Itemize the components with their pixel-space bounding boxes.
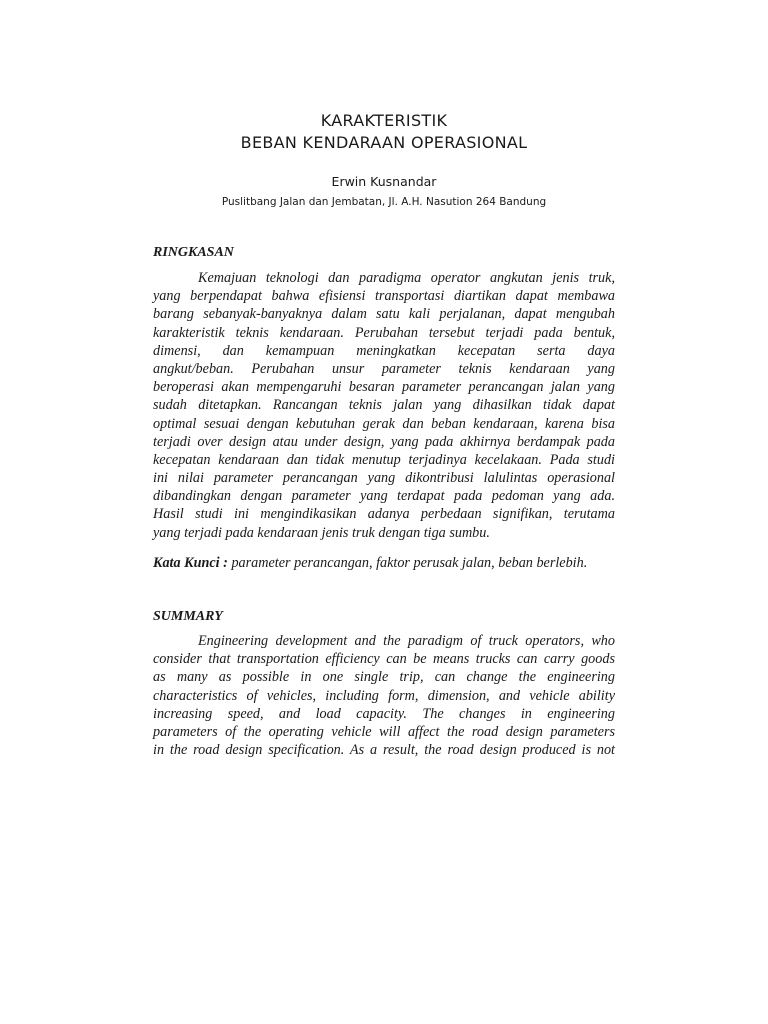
ringkasan-line: karakteristik teknis kendaraan. Perubahan tersebut terjadi pada bentuk, [153,324,615,341]
summary-paragraph [153,632,615,759]
author-affiliation: Puslitbang Jalan dan Jembatan, Jl. A.H. Nasution 264 Bandung [221,196,547,208]
summary-line: Engineering development and the paradigm of truck operators, who [198,633,615,649]
summary-line: characteristics of vehicles, including form, dimension, and vehicle ability [153,687,615,704]
ringkasan-line: yang berpendapat bahwa efisiensi transportasi diartikan dapat membawa [153,288,615,305]
keywords-text: parameter perancangan, faktor perusak jalan, beban berlebih. [227,555,588,571]
ringkasan-line: dibandingkan dengan parameter yang terdapat pada pedoman yang ada. [153,488,615,505]
ringkasan-line: Hasil studi ini mengindikasikan adanya perbedaan signifikan, terutama [153,506,615,523]
author-name: Erwin Kusnandar [331,174,437,189]
ringkasan-line: terjadi over design atau under design, yang pada akhirnya berdampak pada [153,433,615,450]
ringkasan-line: ini nilai parameter perancangan yang dikontribusi lalulintas operasional [153,470,615,487]
ringkasan-heading: RINGKASAN [153,245,234,260]
keywords-label: Kata Kunci : [153,555,228,571]
ringkasan-line: kecepatan kendaraan dan tidak menutup terjadinya kecelakaan. Pada studi [153,451,615,468]
ringkasan-line: Kemajuan teknologi dan paradigma operator angkutan jenis truk, [198,270,615,286]
ringkasan-line: yang terjadi pada kendaraan jenis truk dengan tiga sumbu. [153,524,490,541]
keywords-line [153,555,623,572]
summary-line: consider that transportation efficiency can be means trucks can carry goods [153,651,615,668]
ringkasan-line: angkut/beban. Perubahan unsur parameter teknis kendaraan yang [153,360,615,377]
ringkasan-line: sudah ditetapkan. Rancangan teknis jalan yang dihasilkan tidak dapat [153,397,615,414]
summary-line: as many as possible in one single trip, can change the engineering [153,669,615,686]
summary-line: parameters of the operating vehicle will affect the road design parameters [153,723,615,740]
ringkasan-paragraph [153,269,615,542]
title-line-2: BEBAN KENDARAAN OPERASIONAL [240,133,528,152]
ringkasan-line: beroperasi akan mempengaruhi besaran parameter perancangan jalan yang [153,379,615,396]
summary-heading: SUMMARY [153,609,223,624]
summary-line: in the road design specification. As a result, the road design produced is not [153,742,615,759]
summary-line: increasing speed, and load capacity. The changes in engineering [153,705,615,722]
title-line-1: KARAKTERISTIK [320,111,448,130]
ringkasan-line: optimal sesuai dengan kebutuhan gerak dan beban kendaraan, karena bisa [153,415,615,432]
ringkasan-line: barang sebanyak-banyaknya dalam satu kali perjalanan, dapat mengubah [153,306,615,323]
ringkasan-line: dimensi, dan kemampuan meningkatkan kecepatan serta daya [153,342,615,359]
